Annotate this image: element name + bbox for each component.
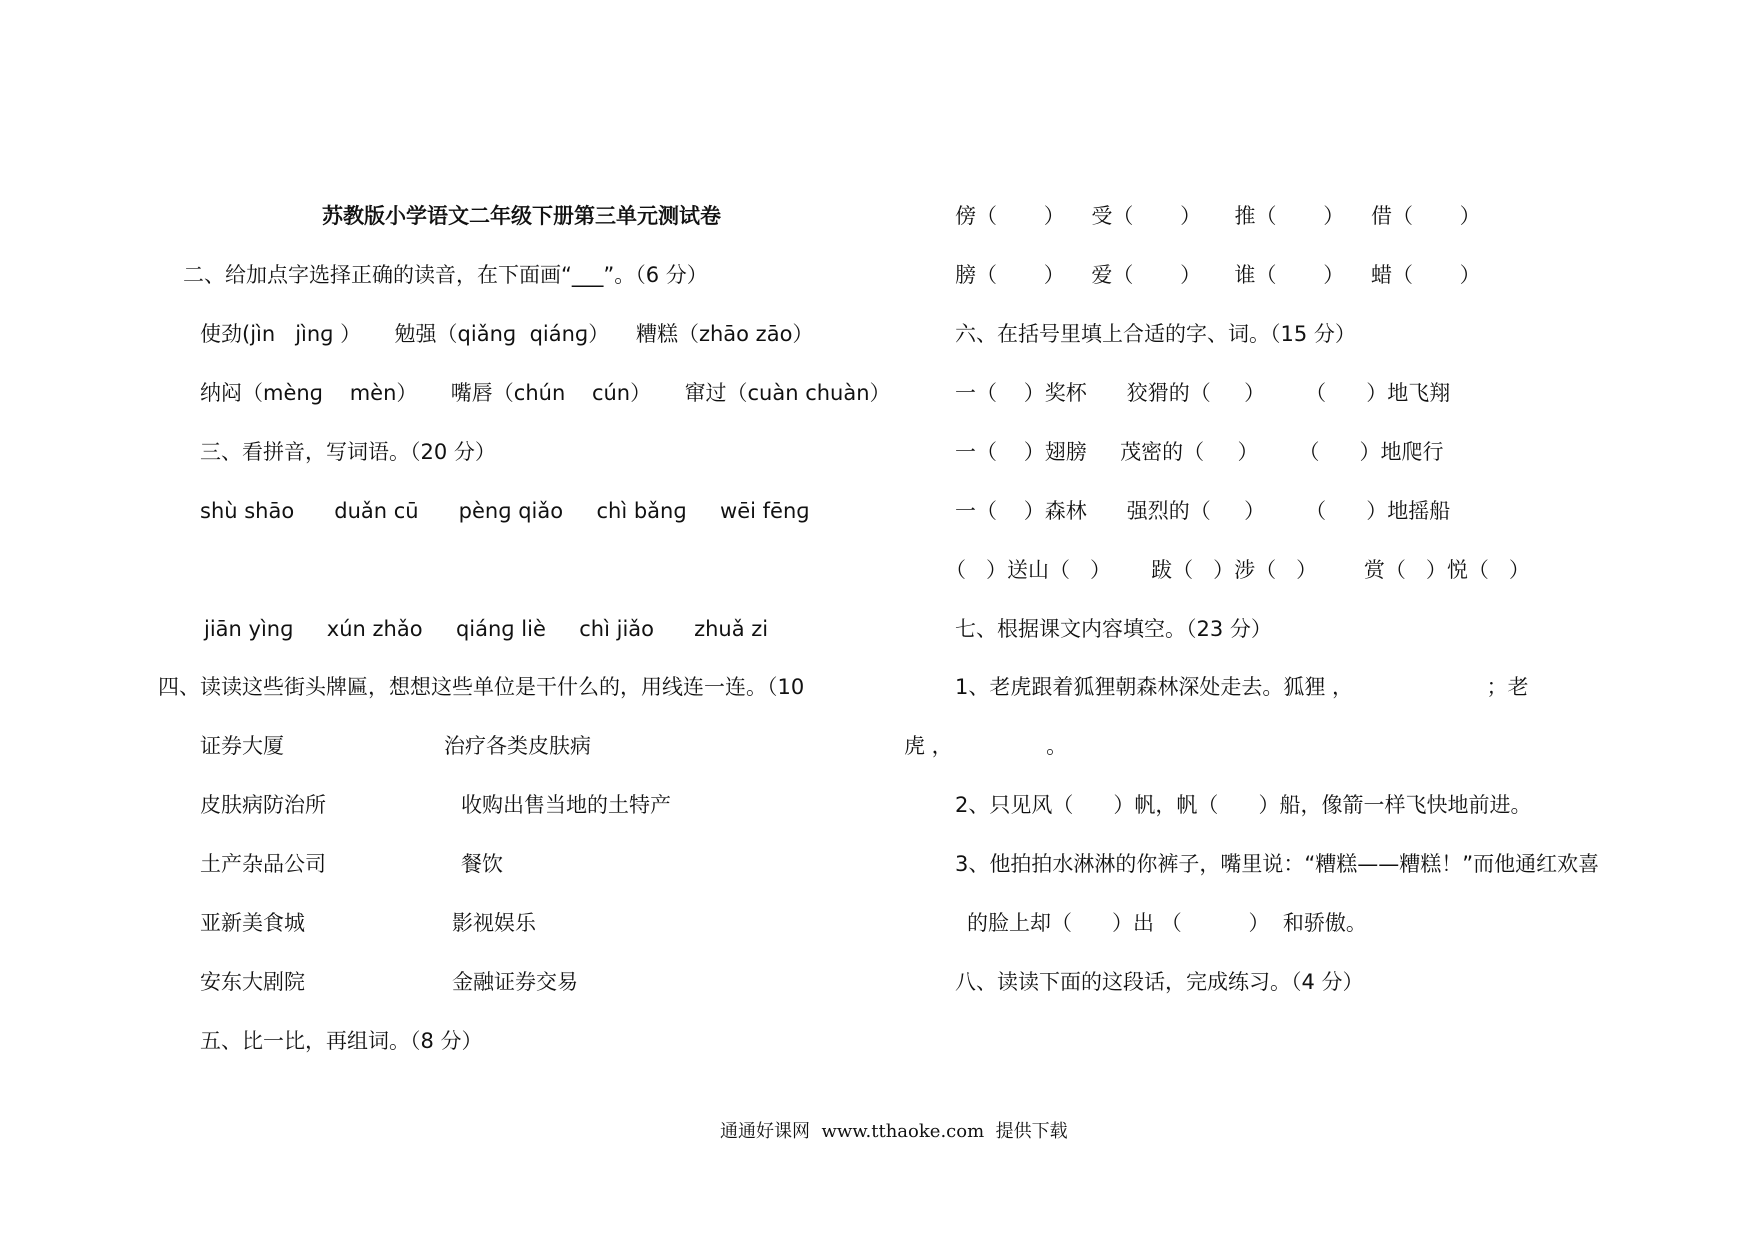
q4-sign-right: 影视娱乐 <box>452 911 536 935</box>
q6-line-1: 一（ ）奖杯 狡猾的（ ） （ ）地飞翔 <box>955 381 1451 405</box>
q7-item-2: 2、只见风（ ）帆，帆（ ）船，像箭一样飞快地前进。 <box>955 793 1532 817</box>
q2-line-2: 纳闷（mènɡ mèn） 嘴唇（chún cún） 窜过（cuàn chuàn） <box>200 381 891 405</box>
q7-item-1: 1、老虎跟着狐狸朝森林深处走去。狐狸 ， ；老 <box>955 675 1529 699</box>
q6-line-2: 一（ ）翅膀 茂密的（ ） （ ）地爬行 <box>955 440 1444 464</box>
q4-sign-right: 治疗各类皮肤病 <box>444 734 591 758</box>
q3-pinyin-row-1: shù shāo duǎn cū pènɡ qiǎo chì bǎnɡ wēi fēnɡ <box>200 499 810 523</box>
q7-item-1-cont: 虎 ， 。 <box>904 734 1068 758</box>
q5-heading: 五、比一比，再组词。（8 分） <box>200 1029 483 1053</box>
q7-item-3-cont: 的脸上却（ ）出 （ ） 和骄傲。 <box>967 911 1367 935</box>
q4-sign-right: 金融证券交易 <box>452 970 578 994</box>
q3-pinyin-row-2: jiān yìnɡ xún zhǎo qiánɡ liè chì jiǎo zhuǎ zi <box>204 617 769 641</box>
q4-heading: 四、读读这些街头牌匾，想想这些单位是干什么的，用线连一连。（10 <box>158 675 805 699</box>
q6-line-3: 一（ ）森林 强烈的（ ） （ ）地摇船 <box>955 499 1451 523</box>
q3-heading: 三、看拼音，写词语。（20 分） <box>200 440 496 464</box>
footer-credit: 通通好课网 www.tthaoke.com 提供下载 <box>720 1121 1068 1142</box>
q5-row-2: 膀（ ） 爱（ ） 谁（ ） 蜡（ ） <box>955 263 1481 287</box>
q6-heading: 六、在括号里填上合适的字、词。（15 分） <box>955 322 1356 346</box>
q4-sign-left: 亚新美食城 <box>200 911 305 935</box>
q4-sign-left: 安东大剧院 <box>200 970 305 994</box>
q2-heading: 二、给加点字选择正确的读音，在下面画“___”。（6 分） <box>183 263 708 287</box>
q7-item-3: 3、他拍拍水淋淋的你裤子，嘴里说：“糟糕——糟糕！”而他通红欢喜 <box>955 852 1600 876</box>
q4-sign-right: 收购出售当地的土特产 <box>461 793 671 817</box>
q8-heading: 八、读读下面的这段话，完成练习。（4 分） <box>955 970 1364 994</box>
q4-sign-left: 土产杂品公司 <box>200 852 326 876</box>
q4-sign-right: 餐饮 <box>461 852 503 876</box>
q5-row-1: 傍（ ） 受（ ） 推（ ） 借（ ） <box>955 204 1481 228</box>
q4-sign-left: 证券大厦 <box>200 734 284 758</box>
q7-heading: 七、根据课文内容填空。（23 分） <box>955 617 1272 641</box>
q4-sign-left: 皮肤病防治所 <box>200 793 326 817</box>
page-title: 苏教版小学语文二年级下册第三单元测试卷 <box>322 204 721 228</box>
q2-line-1: 使劲(jìn jìnɡ ） 勉强（qiǎnɡ qiánɡ） 糟糕（zhāo zāo） <box>200 322 814 346</box>
q6-line-4: （ ）送山（ ） 跋（ ）涉（ ） 赏（ ）悦（ ） <box>945 558 1530 582</box>
